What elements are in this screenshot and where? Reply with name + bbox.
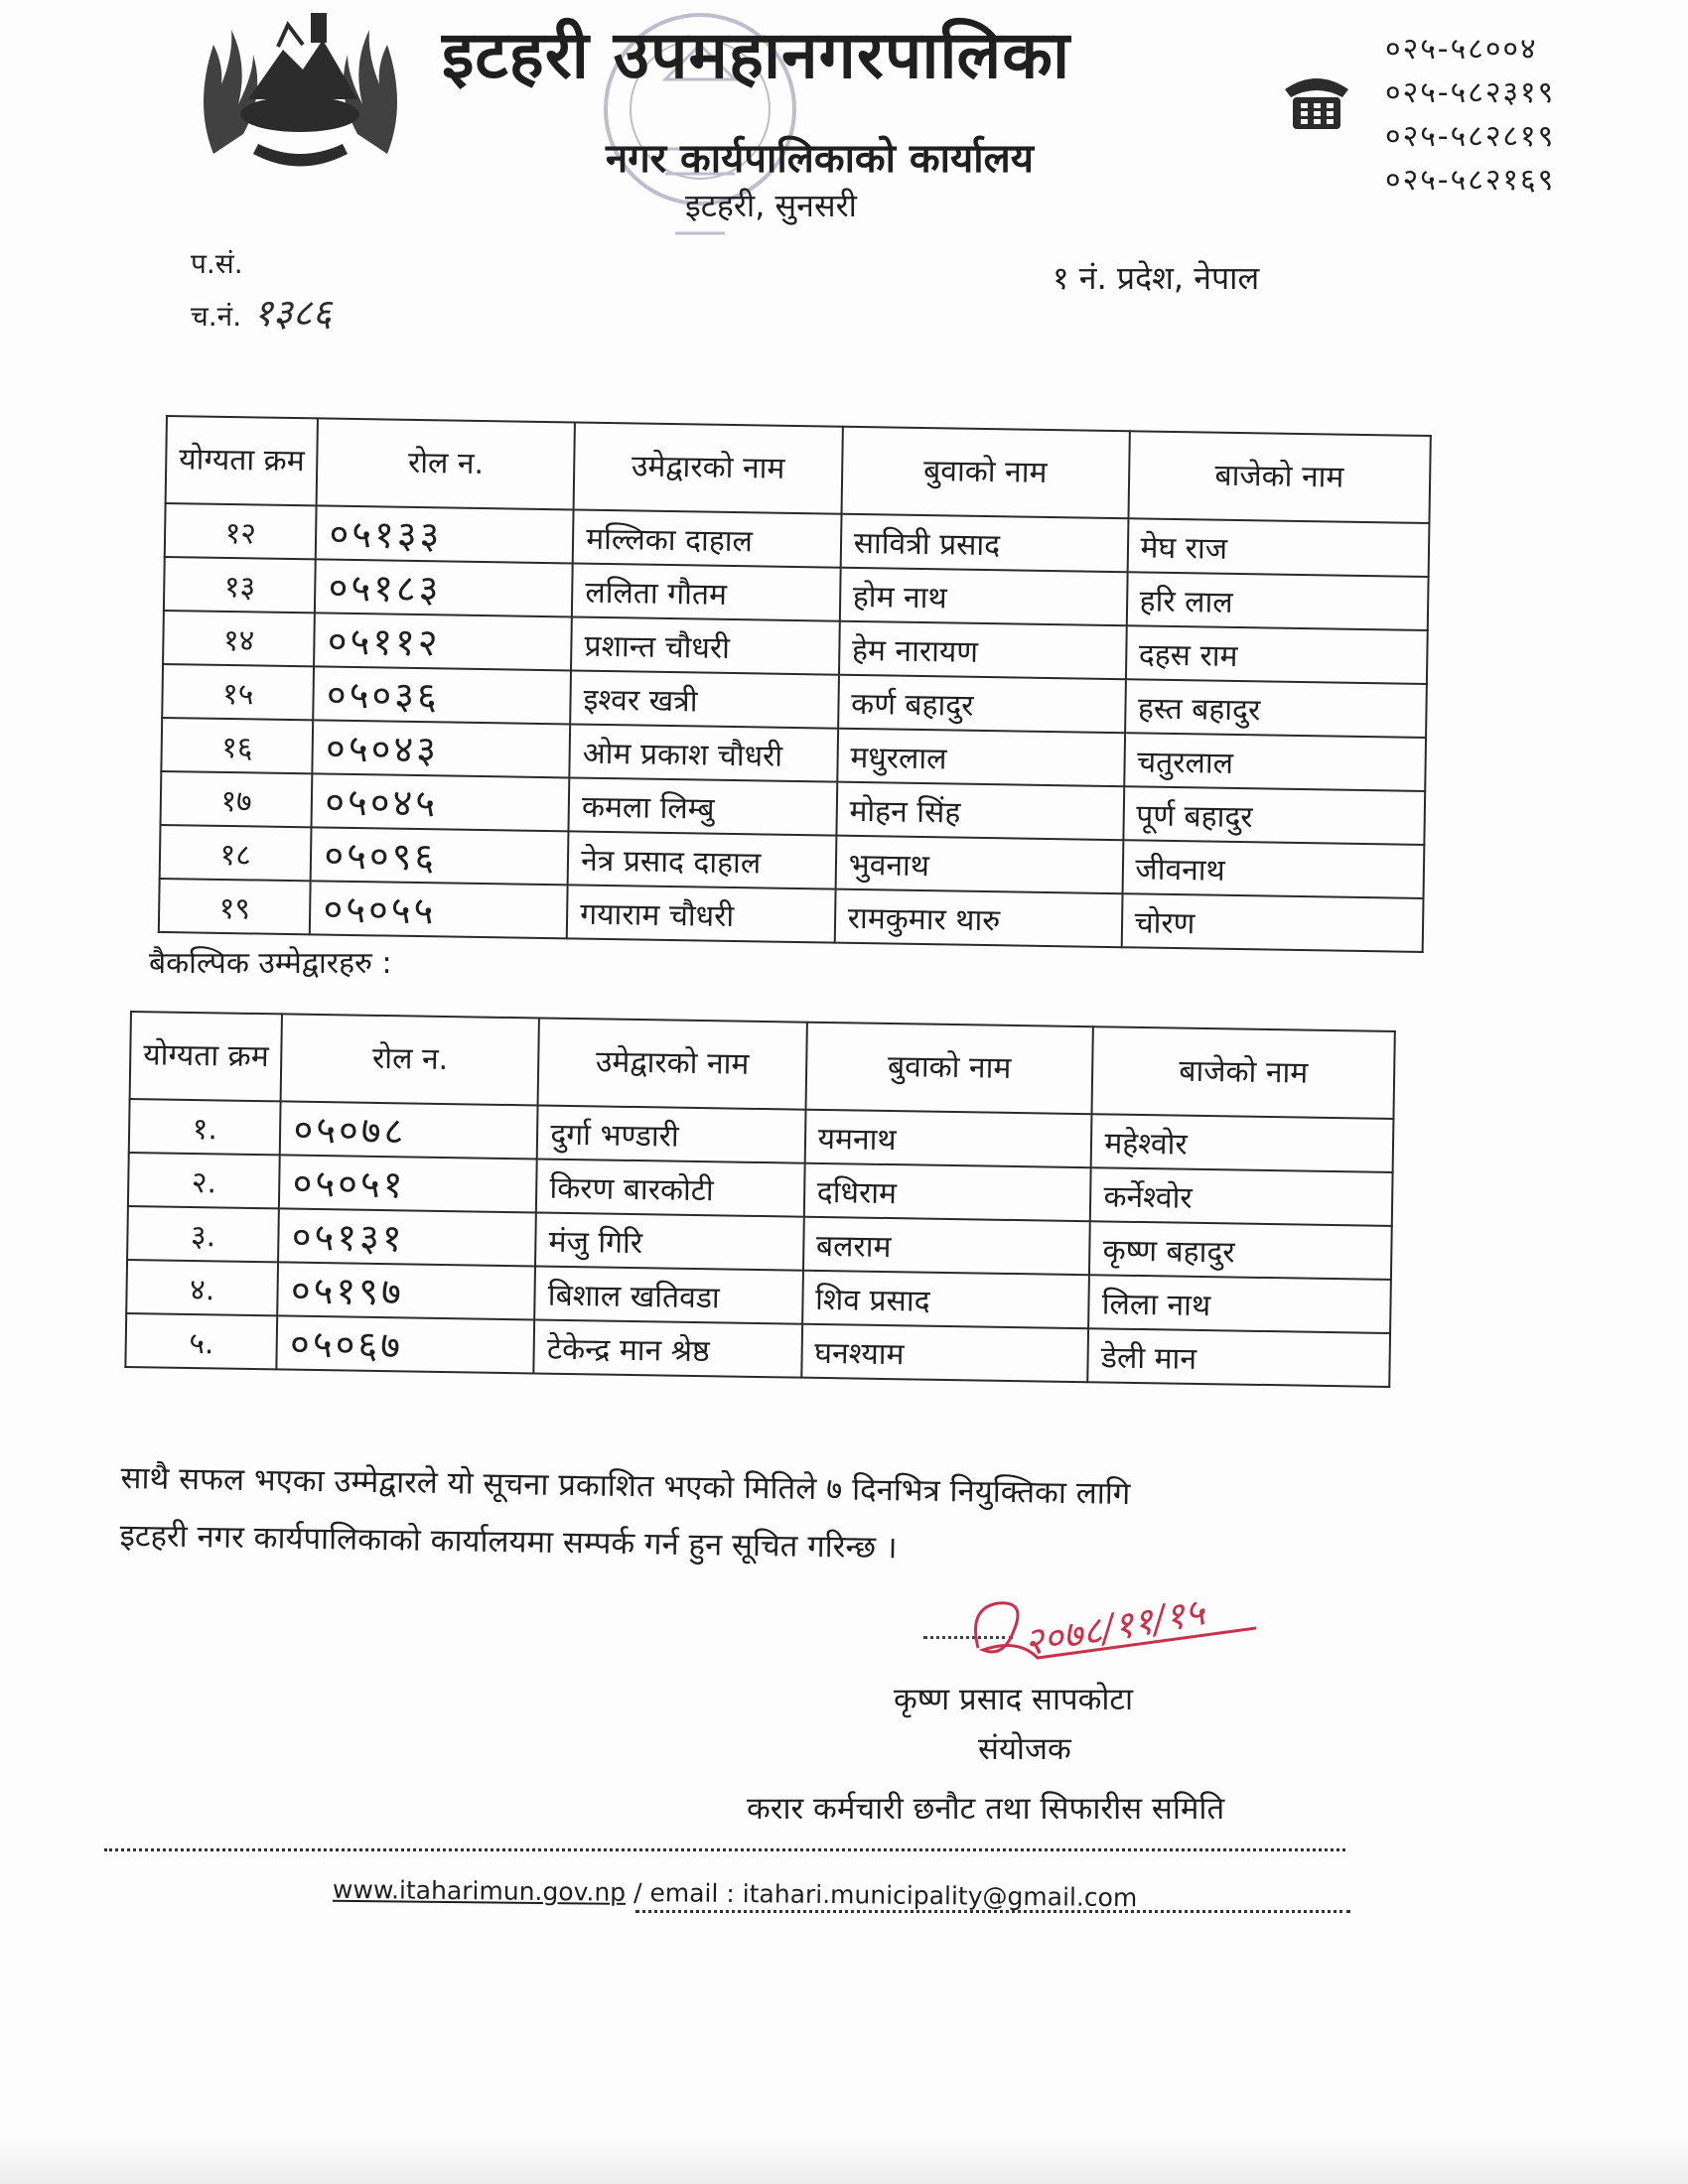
candidate-name-cell: कमला लिम्बु — [569, 777, 837, 835]
serial-cell: १३ — [164, 557, 316, 613]
father-name-cell: यमनाथ — [804, 1110, 1092, 1168]
grandfather-name-cell: हरि लाल — [1126, 572, 1428, 630]
organization-name: इटहरी उपमहानगरपालिका — [442, 17, 1071, 93]
roll-number-cell: ०५०३६ — [314, 666, 572, 724]
notice-line: इटहरी नगर कार्यपालिकाको कार्यालयमा सम्पर्क गर्न हुन सूचित गरिन्छ । — [119, 1517, 898, 1567]
column-header-serial: योग्यता क्रम — [130, 1012, 283, 1101]
notice-text — [119, 1449, 1412, 1584]
signature-date: २०७८/११/१५ — [1020, 1589, 1208, 1665]
footer-divider — [635, 1910, 1350, 1913]
municipality-emblem — [194, 5, 407, 184]
serial-cell: ३. — [127, 1206, 279, 1262]
grandfather-name-cell: जीवनाथ — [1122, 840, 1424, 898]
serial-cell: १८ — [160, 825, 312, 881]
office-name: नगर कार्यपालिकाको कार्यालय — [606, 136, 1034, 182]
footer-divider — [104, 1848, 1345, 1851]
roll-number-cell: ०५०५५ — [310, 881, 568, 938]
grandfather-name-cell: कर्नेश्वोर — [1090, 1167, 1392, 1226]
phone-number: ०२५-५८२३१९ — [1385, 75, 1556, 110]
phone-number: ०२५-५८२८१९ — [1385, 119, 1556, 154]
alternate-candidates-heading: बैकल्पिक उम्मेद्वारहरु : — [149, 946, 392, 981]
footer-separator: / — [633, 1877, 642, 1908]
dispatch-number — [191, 286, 332, 338]
candidate-name-cell: नेत्र प्रसाद दाहाल — [568, 831, 836, 888]
serial-cell: १९ — [159, 879, 311, 934]
phone-number: ०२५-५८००४ — [1385, 32, 1538, 67]
father-name-cell: हेम नारायण — [839, 621, 1127, 680]
father-name-cell: होम नाथ — [840, 568, 1128, 626]
serial-cell: १२ — [165, 503, 317, 559]
father-name-cell: बलराम — [803, 1217, 1091, 1276]
roll-number-cell: ०५१८३ — [315, 559, 573, 616]
candidate-name-cell: प्रशान्त चौधरी — [571, 616, 839, 674]
candidate-name-cell: ललिता गौतम — [572, 563, 840, 620]
serial-cell: १. — [129, 1099, 281, 1155]
alternate-candidates-body — [125, 1099, 1393, 1387]
signer-name: कृष्ण प्रसाद सापकोटा — [894, 1682, 1134, 1717]
candidate-name-cell: दुर्गा भण्डारी — [537, 1105, 805, 1162]
serial-cell: १५ — [162, 664, 314, 720]
roll-number-cell: ०५०७८ — [280, 1101, 538, 1159]
candidate-name-cell: बिशाल खतिवडा — [534, 1266, 802, 1323]
signer-title: संयोजक — [978, 1731, 1071, 1767]
roll-number-cell: ०५१९७ — [278, 1262, 536, 1319]
father-name-cell: मोहन सिंह — [836, 782, 1124, 841]
roll-number-cell: ०५०५१ — [279, 1155, 537, 1212]
column-header-roll: रोल न. — [281, 1014, 539, 1105]
column-header-candidate: उमेद्वारको नाम — [574, 422, 843, 513]
father-name-cell: दधिराम — [803, 1163, 1091, 1222]
selected-candidates-table — [158, 415, 1432, 953]
column-header-roll: रोल न. — [317, 418, 575, 509]
candidate-name-cell: गयाराम चौधरी — [567, 885, 835, 942]
province-address: १ नं. प्रदेश, नेपाल — [1053, 259, 1260, 297]
grandfather-name-cell: मेघ राज — [1127, 518, 1429, 577]
father-name-cell: शिव प्रसाद — [802, 1271, 1090, 1329]
office-address: इटहरी, सुनसरी — [685, 187, 857, 224]
column-header-serial: योग्यता क्रम — [166, 416, 319, 505]
grandfather-name-cell: लिला नाथ — [1088, 1275, 1390, 1333]
roll-number-cell: ०५१३३ — [316, 505, 574, 563]
father-name-cell: सावित्री प्रसाद — [840, 514, 1128, 573]
grandfather-name-cell: डेली मान — [1088, 1328, 1390, 1387]
father-name-cell: कर्ण बहादुर — [838, 675, 1126, 734]
notice-line: साथै सफल भएका उम्मेद्वारले यो सूचना प्रकाशित भएको मितिले ७ दिनभित्र नियुक्तिका लागि — [120, 1459, 1131, 1512]
serial-cell: ४. — [126, 1260, 278, 1315]
email-link[interactable]: itahari.municipality@gmail.com — [742, 1879, 1138, 1913]
selected-candidates-body — [159, 503, 1430, 952]
father-name-cell: भुवनाथ — [835, 836, 1123, 894]
candidate-name-cell: किरण बारकोटी — [536, 1159, 804, 1216]
column-header-grandfather: बाजेको नाम — [1092, 1026, 1395, 1119]
candidate-name-cell: ओम प्रकाश चौधरी — [569, 724, 837, 781]
grandfather-name-cell: चोरण — [1121, 893, 1423, 952]
serial-cell: ५. — [125, 1313, 277, 1369]
footer-contact — [333, 1875, 1138, 1912]
roll-number-cell: ०५०४३ — [313, 720, 571, 777]
grandfather-name-cell: दहस राम — [1125, 625, 1427, 684]
roll-number-cell: ०५०४५ — [312, 773, 570, 831]
dispatch-number-value: १३८६ — [253, 291, 333, 335]
grandfather-name-cell: महेश्वोर — [1091, 1114, 1393, 1172]
column-header-father: बुवाको नाम — [805, 1023, 1093, 1115]
column-header-grandfather: बाजेको नाम — [1128, 431, 1431, 523]
website-link[interactable]: www.itaharimun.gov.np — [332, 1874, 627, 1907]
candidate-name-cell: टेकेन्द्र मान श्रेष्ठ — [534, 1319, 802, 1377]
candidate-name-cell: मंजु गिरि — [535, 1212, 803, 1270]
father-name-cell: रामकुमार थारु — [834, 889, 1122, 948]
telephone-icon — [1281, 71, 1352, 133]
serial-cell: १६ — [161, 718, 313, 773]
alternate-candidates-table — [124, 1011, 1395, 1388]
roll-number-cell: ०५१३१ — [278, 1208, 536, 1266]
email-label: email : — [649, 1878, 735, 1908]
roll-number-cell: ०५११२ — [314, 613, 572, 670]
dispatch-number-label: च.नं. — [191, 300, 242, 333]
serial-cell: १७ — [161, 771, 313, 827]
reference-number-label: प.सं. — [191, 247, 243, 280]
roll-number-cell: ०५०६७ — [277, 1315, 535, 1373]
grandfather-name-cell: चतुरलाल — [1124, 733, 1426, 791]
roll-number-cell: ०५०९६ — [311, 827, 569, 885]
column-header-candidate: उमेद्वारको नाम — [538, 1018, 807, 1109]
serial-cell: २. — [128, 1153, 280, 1208]
scan-edge-shadow — [0, 2134, 1688, 2184]
grandfather-name-cell: पूर्ण बहादुर — [1123, 786, 1425, 845]
candidate-name-cell: मल्लिका दाहाल — [573, 509, 841, 567]
committee-name: करार कर्मचारी छनौट तथा सिफारीस समिति — [747, 1791, 1225, 1827]
column-header-father: बुवाको नाम — [841, 427, 1129, 519]
candidate-name-cell: इश्वर खत्री — [570, 670, 838, 728]
serial-cell: १४ — [163, 611, 315, 666]
grandfather-name-cell: हस्त बहादुर — [1125, 679, 1427, 738]
phone-numbers — [1385, 28, 1663, 203]
father-name-cell: घनश्याम — [801, 1324, 1089, 1383]
father-name-cell: मधुरलाल — [837, 729, 1125, 787]
phone-number: ०२५-५८२१६९ — [1385, 163, 1556, 198]
grandfather-name-cell: कृष्ण बहादुर — [1089, 1221, 1391, 1280]
